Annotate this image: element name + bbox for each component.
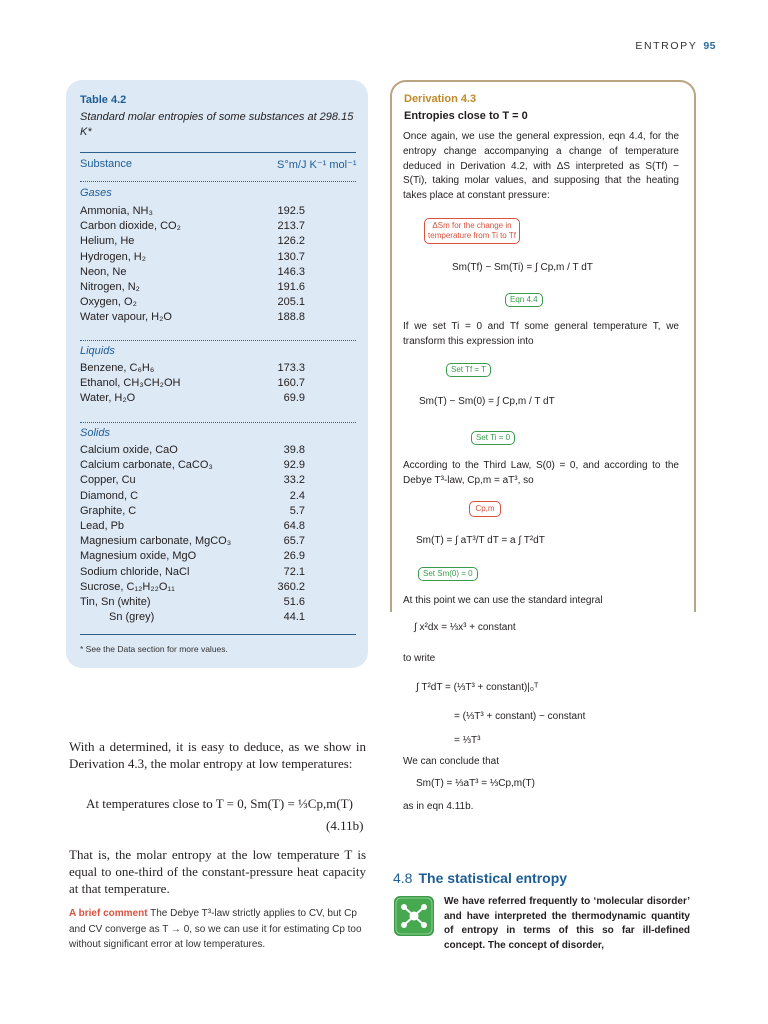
equation-standard-integral: ∫ x²dx = ⅓x³ + constant — [414, 622, 516, 633]
table-section-liquids: Liquids — [80, 345, 115, 357]
substance-name: Calcium oxide, CaO — [80, 444, 178, 456]
table-row — [80, 580, 305, 595]
equation-4-11b: At temperatures close to T = 0, Sm(T) = ⅓Cp,m(T) — [86, 796, 353, 811]
table-header-value: S°m/J K⁻¹ mol⁻¹ — [277, 159, 357, 171]
table-top-rule — [80, 152, 356, 153]
table-row — [80, 361, 305, 376]
substance-name: Oxygen, O₂ — [80, 296, 137, 309]
derivation-subtitle: Entropies close to T = 0 — [404, 110, 528, 122]
brief-comment-label: A brief comment — [69, 908, 148, 919]
entropy-value: 44.1 — [283, 611, 305, 624]
derivation-paragraph: If we set Ti = 0 and Tf some general temperature T, we transform this expression into — [403, 321, 679, 347]
entropy-value: 69.9 — [283, 392, 305, 405]
table-caption: Standard molar entropies of some substances at 298.15 K* — [80, 111, 354, 138]
substance-name: Carbon dioxide, CO₂ — [80, 220, 181, 233]
annotation-set-ti: Set Ti = 0 — [471, 431, 515, 445]
table-section-gases: Gases — [80, 187, 112, 199]
entropy-value: 188.8 — [277, 311, 305, 324]
table-row — [80, 310, 305, 325]
substance-name: Magnesium carbonate, MgCO₃ — [80, 535, 232, 548]
table-title: Table 4.2 — [80, 94, 127, 106]
running-head — [635, 40, 716, 52]
table-rule — [80, 422, 356, 423]
table-row — [80, 504, 305, 519]
entropy-value: 130.7 — [277, 250, 305, 263]
entropy-value: 33.2 — [283, 474, 305, 487]
equation-integral-result: = ⅓T³ — [454, 735, 481, 746]
table-row — [80, 280, 305, 295]
substance-name: Sodium chloride, NaCl — [80, 565, 190, 578]
entropy-value: 92.9 — [283, 459, 305, 472]
entropy-value: 72.1 — [283, 565, 305, 578]
annotation-set-tf: Set Tf = T — [446, 363, 491, 377]
substance-name: Diamond, C — [80, 489, 139, 502]
table-row — [80, 534, 305, 549]
table-row — [80, 595, 305, 610]
brief-comment — [69, 906, 366, 953]
entropy-value: 5.7 — [289, 504, 305, 517]
entropy-value: 160.7 — [277, 377, 305, 390]
equation-conclusion: Sm(T) = ⅓aT³ = ⅓Cp,m(T) — [416, 778, 535, 789]
substance-name: Ammonia, NH₃ — [80, 205, 153, 217]
table-header-rule — [80, 181, 356, 182]
substance-name: Water, H₂O — [80, 392, 136, 405]
entropy-value: 205.1 — [277, 296, 305, 309]
running-head-section: ENTROPY — [635, 40, 698, 52]
equation-entropy-change: Sm(Tf) − Sm(Ti) = ∫ Cp,m / T dT — [452, 262, 593, 273]
section-title: The statistical entropy — [418, 870, 568, 886]
entropy-value: 146.3 — [277, 265, 305, 278]
table-row — [80, 250, 305, 265]
table-footnote: * See the Data section for more values. — [80, 644, 228, 654]
entropy-value: 39.8 — [283, 444, 305, 456]
table-header-substance: Substance — [80, 158, 132, 170]
entropy-value: 2.4 — [289, 489, 305, 502]
table-row — [80, 204, 305, 219]
table-row — [80, 519, 305, 534]
body-paragraph: That is, the molar entropy at the low temperature T is equal to one-third of the constant-pressure heat capacity at that temperature. — [69, 847, 366, 896]
substance-name: Nitrogen, N₂ — [80, 281, 140, 293]
substance-name: Magnesium oxide, MgO — [80, 550, 197, 563]
equation-entropy-integral: Sm(T) − Sm(0) = ∫ Cp,m / T dT — [419, 396, 555, 407]
entropy-value: 173.3 — [277, 362, 305, 374]
entropy-value: 64.8 — [283, 520, 305, 532]
derivation-paragraph: as in eqn 4.11b. — [403, 801, 474, 812]
substance-name: Sucrose, C₁₂H₂₂O₁₁ — [80, 580, 175, 593]
table-bottom-rule — [80, 634, 356, 635]
annotation-delta-s: ΔSm for the change in temperature from Ti to Tf — [424, 218, 520, 244]
table-row — [80, 219, 305, 234]
substance-name: Graphite, C — [80, 504, 137, 517]
equation-debye: Sm(T) = ∫ aT³/T dT = a ∫ T²dT — [416, 535, 545, 546]
annotation-eqn-4-4: Eqn 4.4 — [505, 293, 543, 307]
equation-integral-step: = (⅓T³ + constant) − constant — [454, 711, 586, 722]
table-row — [80, 376, 305, 391]
substance-name: Tin, Sn (white) — [80, 596, 151, 608]
table-row — [80, 391, 305, 406]
substance-name: Copper, Cu — [80, 474, 136, 487]
substance-name: Neon, Ne — [80, 265, 127, 278]
entropy-value: 192.5 — [277, 205, 305, 217]
substance-name: Lead, Pb — [80, 520, 125, 532]
substance-name: Water vapour, H₂O — [80, 311, 172, 324]
entropy-value: 51.6 — [283, 596, 305, 608]
table-section-solids: Solids — [80, 427, 110, 439]
substance-name: Helium, He — [80, 235, 135, 248]
table-row — [80, 265, 305, 280]
derivation-paragraph: At this point we can use the standard integral — [403, 595, 603, 606]
substance-name: Hydrogen, H₂ — [80, 250, 147, 263]
body-paragraph: With a determined, it is easy to deduce, as we show in Derivation 4.3, the molar entropy at low temperatures: — [69, 739, 366, 771]
table-row — [80, 473, 305, 488]
section-paragraph: We have referred frequently to ‘molecular disorder’ and have interpreted the thermodynamic quantity of entropy in terms of this so far ill-defined concept. The concept of disorder, — [444, 896, 690, 951]
derivation-paragraph: to write — [403, 653, 436, 664]
table-row — [80, 234, 305, 249]
table-row — [80, 549, 305, 564]
page-number: 95 — [703, 40, 716, 52]
annotation-set-s0: Set Sm(0) = 0 — [418, 567, 478, 581]
substance-name: Calcium carbonate, CaCO₃ — [80, 459, 213, 472]
derivation-paragraph: According to the Third Law, S(0) = 0, and according to the Debye T³-law, Cp,m = aT³, so — [403, 460, 679, 486]
substance-name: Ethanol, CH₃CH₂OH — [80, 377, 181, 390]
entropy-value: 191.6 — [277, 281, 305, 293]
entropy-value: 213.7 — [277, 220, 305, 233]
molecule-icon — [394, 896, 434, 936]
table-rule — [80, 340, 356, 341]
entropy-value: 126.2 — [277, 235, 305, 248]
entropy-value: 65.7 — [283, 535, 305, 548]
section-number: 4.8 — [393, 870, 413, 886]
substance-name: Benzene, C₆H₆ — [80, 362, 155, 374]
annotation-cpm: Cp,m — [469, 501, 501, 517]
entropy-value: 360.2 — [277, 580, 305, 593]
table-row — [80, 458, 305, 473]
entropy-value: 26.9 — [283, 550, 305, 563]
table-row — [80, 565, 305, 580]
derivation-paragraph: We can conclude that — [403, 756, 499, 767]
derivation-paragraph: Once again, we use the general expression, eqn 4.4, for the entropy change accompanying a change of temperature deduced in Derivation 4.2, with ΔS interpreted as S(Tf) − S(Ti), taking molar values, and supposing that the heating takes place at constant pressure: — [403, 131, 679, 202]
brief-comment-text: The Debye T³-law strictly applies to CV, but Cp and CV converge as T → 0, so we can use it for estimating Cp too without significant error at low temperatures. — [69, 908, 362, 950]
substance-name: Sn (grey) — [109, 611, 155, 624]
equation-integral-eval: ∫ T²dT = (⅓T³ + constant)|₀ᵀ — [416, 682, 539, 693]
table-row — [80, 489, 305, 504]
section-heading — [393, 870, 567, 886]
table-row — [80, 443, 305, 458]
table-row — [80, 610, 305, 625]
derivation-title: Derivation 4.3 — [404, 93, 477, 105]
equation-number: (4.11b) — [326, 818, 364, 833]
table-row — [80, 295, 305, 310]
